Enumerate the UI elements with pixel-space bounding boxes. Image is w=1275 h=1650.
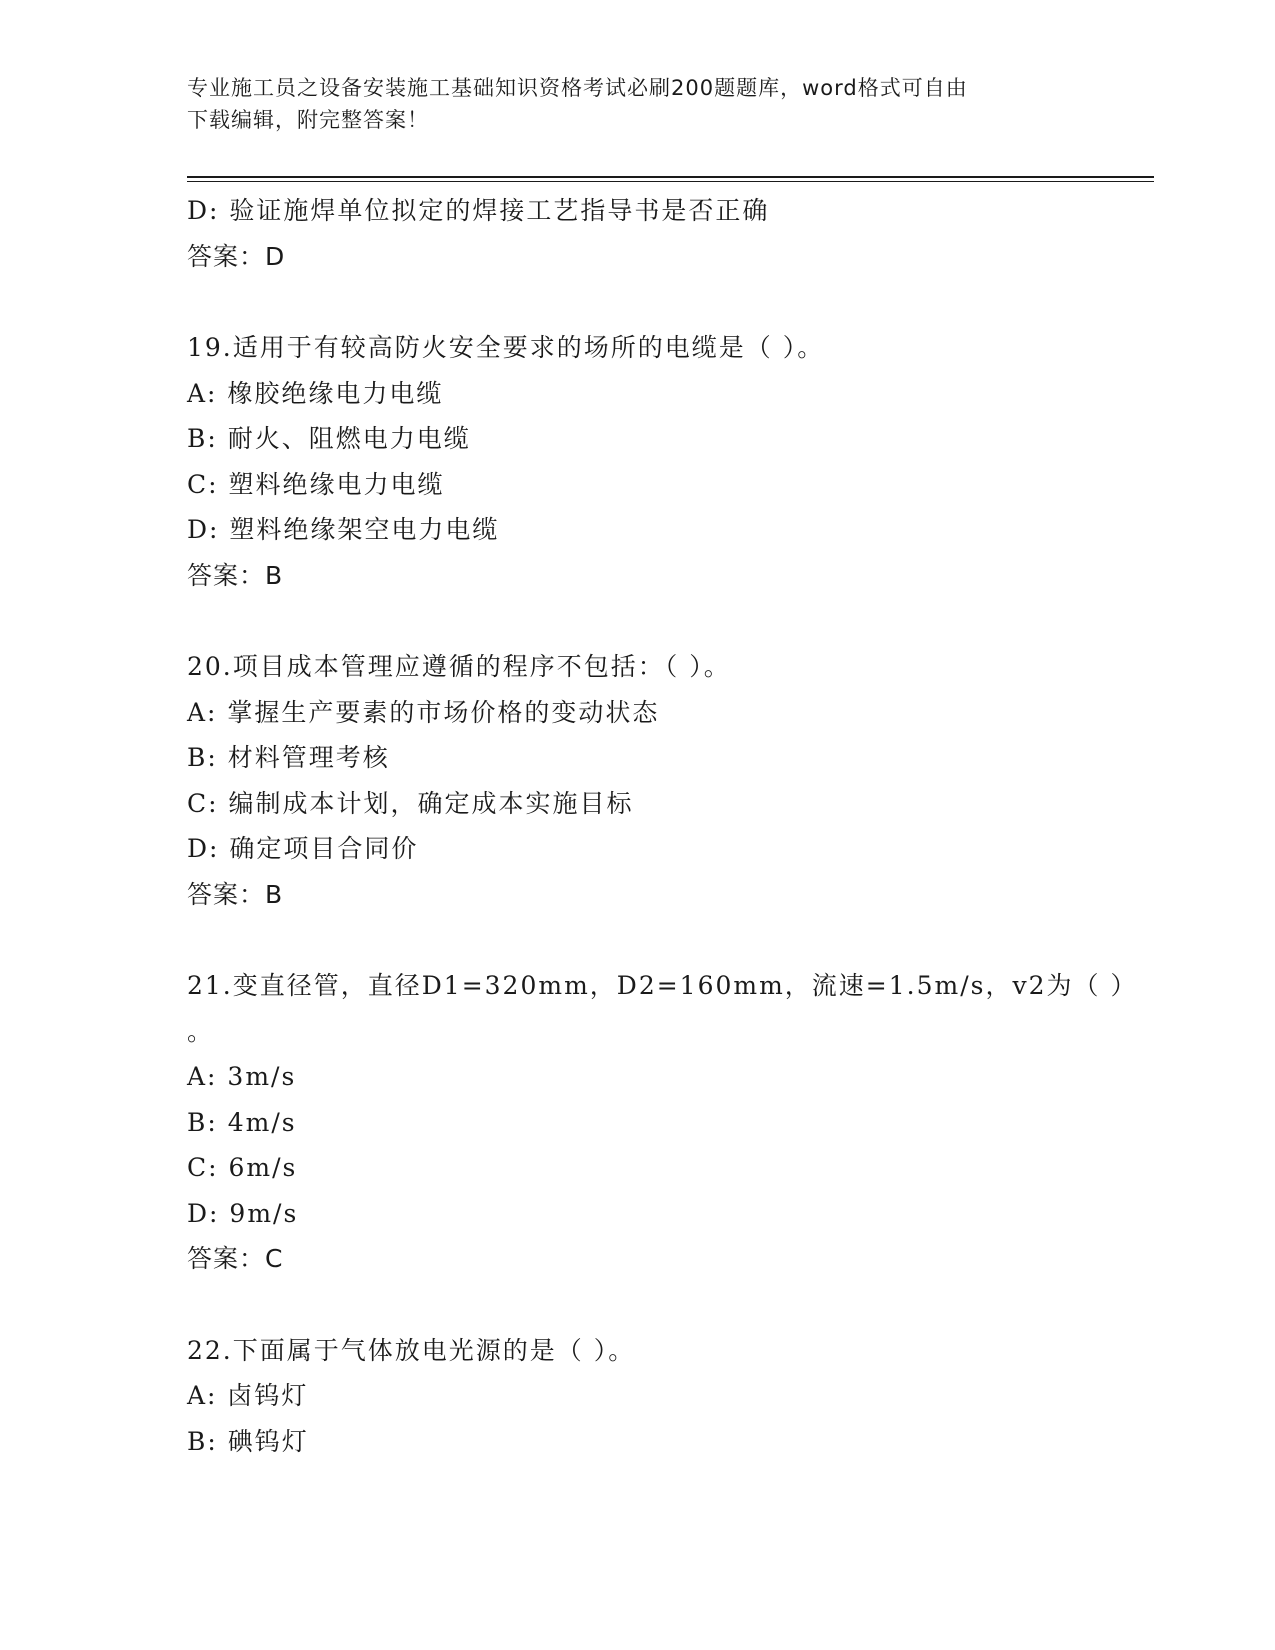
header-title-line-2: 下载编辑，附完整答案！ [187,108,429,132]
header-title-line-1: 专业施工员之设备安装施工基础知识资格考试必刷200题题库，word格式可自由 [187,76,968,100]
option-a: A: 卤钨灯 [187,1381,309,1410]
option-d: D: 塑料绝缘架空电力电缆 [187,515,500,544]
option-c: C: 6m/s [187,1153,298,1182]
header-divider-thin [187,181,1154,182]
option-b: B: 4m/s [187,1107,297,1137]
option-d: D: 验证施焊单位拟定的焊接工艺指导书是否正确 [187,196,770,225]
header-divider-thick [187,176,1154,178]
question-stem: 19.适用于有较高防火安全要求的场所的电缆是（ ）。 [187,333,825,362]
question-18-tail [187,188,1087,279]
option-b: B: 耐火、阻燃电力电缆 [187,424,471,453]
answer: 答案：B [187,879,284,909]
option-a: A: 橡胶绝缘电力电缆 [187,378,444,408]
spacer [187,279,1087,325]
option-c: C: 编制成本计划，确定成本实施目标 [187,788,634,818]
spacer [187,917,1087,963]
question-19 [187,325,1087,598]
question-stem: 20.项目成本管理应遵循的程序不包括：（ ）。 [187,652,731,681]
answer: 答案：C [187,1244,284,1273]
option-a: A: 掌握生产要素的市场价格的变动状态 [187,697,660,727]
option-d: D: 9m/s [187,1198,299,1228]
question-21 [187,963,1138,1282]
question-stem: 21.变直径管，直径D1=320mm，D2=160mm，流速=1.5m/s，v2为（ ） [187,971,1138,1000]
question-stem-continued: 。 [187,1016,215,1046]
answer: 答案：D [187,241,286,271]
answer: 答案：B [187,560,284,590]
spacer [187,598,1087,644]
question-22 [187,1328,1087,1465]
question-20 [187,644,1087,917]
option-b: B: 碘钨灯 [187,1426,309,1456]
question-stem: 22.下面属于气体放电光源的是（ ）。 [187,1335,636,1365]
document-body [187,188,1138,1464]
option-b: B: 材料管理考核 [187,743,390,772]
option-c: C: 塑料绝缘电力电缆 [187,469,445,499]
option-a: A: 3m/s [187,1062,297,1091]
spacer [187,1282,1087,1328]
option-d: D: 确定项目合同价 [187,834,419,863]
page-header [187,72,1087,136]
